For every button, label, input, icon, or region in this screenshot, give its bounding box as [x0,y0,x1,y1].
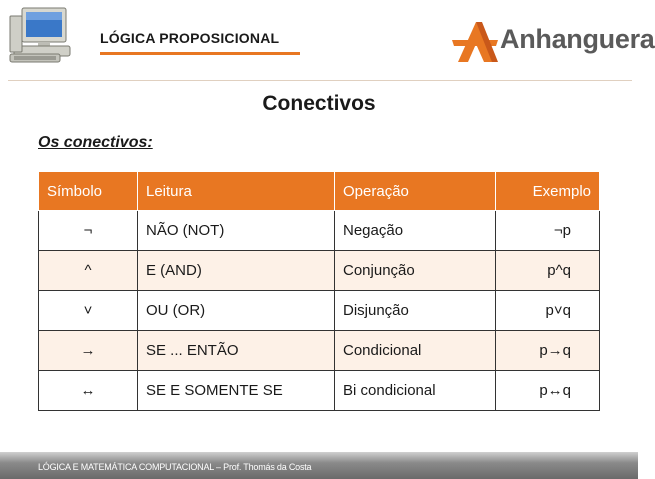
connectives-table [38,171,600,411]
slide-subtitle: Os conectivos: [38,134,153,151]
table-row [39,291,600,331]
cell-symbol: ¬ [39,211,138,251]
cell-operation: Disjunção [335,291,496,331]
cell-symbol: ↔ [39,371,138,411]
cell-reading: OU (OR) [138,291,335,331]
cell-operation: Condicional [335,331,496,371]
table-row [39,251,600,291]
header-divider [8,80,632,81]
slide-header [0,0,655,80]
column-header-example: Exemplo [496,172,600,211]
cell-reading: SE E SOMENTE SE [138,371,335,411]
cell-example: p↔q [496,371,600,411]
table-row [39,371,600,411]
cell-symbol: ^ [39,251,138,291]
table-row [39,211,600,251]
header-title: LÓGICA PROPOSICIONAL [100,30,280,46]
column-header-operation: Operação [335,172,496,211]
cell-reading: E (AND) [138,251,335,291]
cell-example: p→q [496,331,600,371]
cell-reading: SE ... ENTÃO [138,331,335,371]
computer-icon [8,6,74,64]
cell-reading: NÃO (NOT) [138,211,335,251]
cell-example: p˅q [496,291,600,331]
table-header-row [39,172,600,211]
column-header-symbol: Símbolo [39,172,138,211]
cell-example: ¬p [496,211,600,251]
header-underline [100,52,300,55]
cell-example: p^q [496,251,600,291]
table-row [39,331,600,371]
cell-operation: Negação [335,211,496,251]
cell-symbol: ˅ [39,291,138,331]
column-header-reading: Leitura [138,172,335,211]
slide-title: Conectivos [262,92,376,115]
logo-text: Anhanguera [500,24,655,54]
cell-operation: Bi condicional [335,371,496,411]
cell-operation: Conjunção [335,251,496,291]
footer-text: LÓGICA E MATEMÁTICA COMPUTACIONAL – Prof. Thomás da Costa [38,462,312,472]
cell-symbol: → [39,331,138,371]
